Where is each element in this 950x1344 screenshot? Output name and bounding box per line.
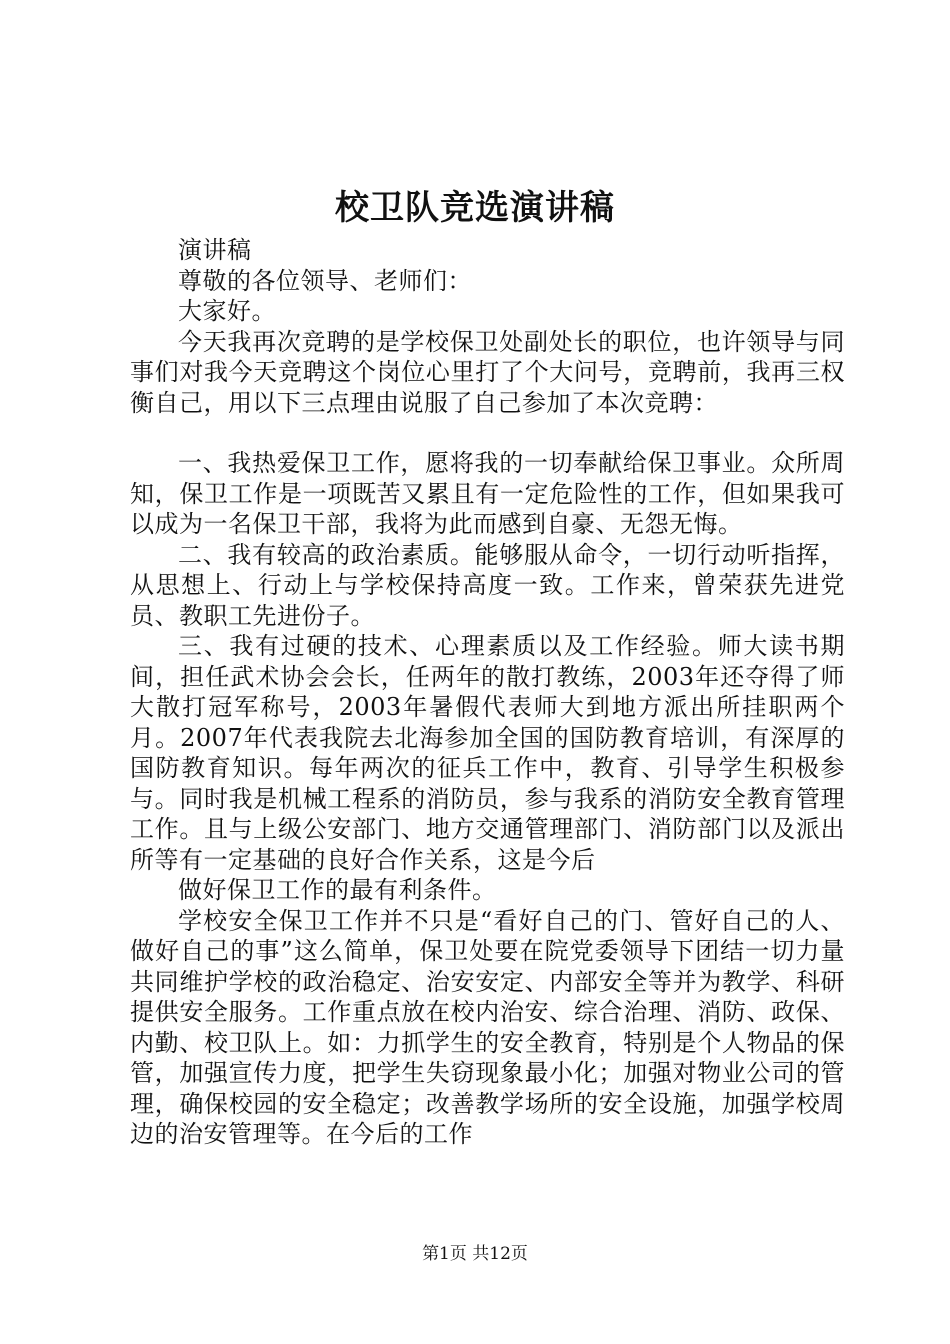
paragraph-reason-one: 一、我热爱保卫工作，愿将我的一切奉献给保卫事业。众所周知，保卫工作是一项既苦又累且有一定危险性的工作，但如果我可以成为一名保卫干部，我将为此而感到自豪、无怨无悔。 [130, 449, 845, 538]
paragraph-intro: 今天我再次竞聘的是学校保卫处副处长的职位，也许领导与同事们对我今天竞聘这个岗位心里打了个大问号，竞聘前，我再三权衡自己，用以下三点理由说服了自己参加了本次竞聘： [130, 327, 845, 417]
paragraph-security-work: 学校安全保卫工作并不只是“看好自己的门、管好自己的人、做好自己的事”这么简单，保卫处要在院党委领导下团结一切力量共同维护学校的政治稳定、治安安定、内部安全等并为教学、科研提供安全服务。工作重点放在校内治安、综合治理、消防、政保、内勤、校卫队上。如：力抓学生的安全教育，特别是个人物品的保管，加强宣传力度，把学生失窃现象最小化；加强对物业公司的管理，确保校园的安全稳定；改善教学场所的安全设施，加强学校周边的治安管理等。在今后的工作 [130, 906, 845, 1148]
document-body [130, 235, 845, 1150]
paragraph-heading-label: 演讲稿 [178, 236, 252, 264]
document-title: 校卫队竞选演讲稿 [335, 188, 615, 228]
paragraph-greeting: 大家好。 [178, 297, 276, 325]
page-number-footer: 第1页 共12页 [422, 1244, 528, 1264]
paragraph-reason-three-continued: 做好保卫工作的最有利条件。 [178, 876, 497, 904]
paragraph-salutation: 尊敬的各位领导、老师们： [178, 266, 472, 295]
paragraph-reason-three: 三、我有过硬的技术、心理素质以及工作经验。师大读书期间，担任武术协会会长，任两年的散打教练，2003年还夺得了师大散打冠军称号，2003年暑假代表师大到地方派出所挂职两个月。2007年代表我院去北海参加全国的国防教育培训，有深厚的国防教育知识。每年两次的征兵工作中，教育、引导学生积极参与。同时我是机械工程系的消防员，参与我系的消防安全教育管理工作。且与上级公安部门、地方交通管理部门、消防部门以及派出所等有一定基础的良好合作关系，这是今后 [130, 632, 845, 874]
paragraph-reason-two: 二、我有较高的政治素质。能够服从命令，一切行动听指挥，从思想上、行动上与学校保持高度一致。工作来，曾荣获先进党员、教职工先进份子。 [130, 540, 845, 630]
